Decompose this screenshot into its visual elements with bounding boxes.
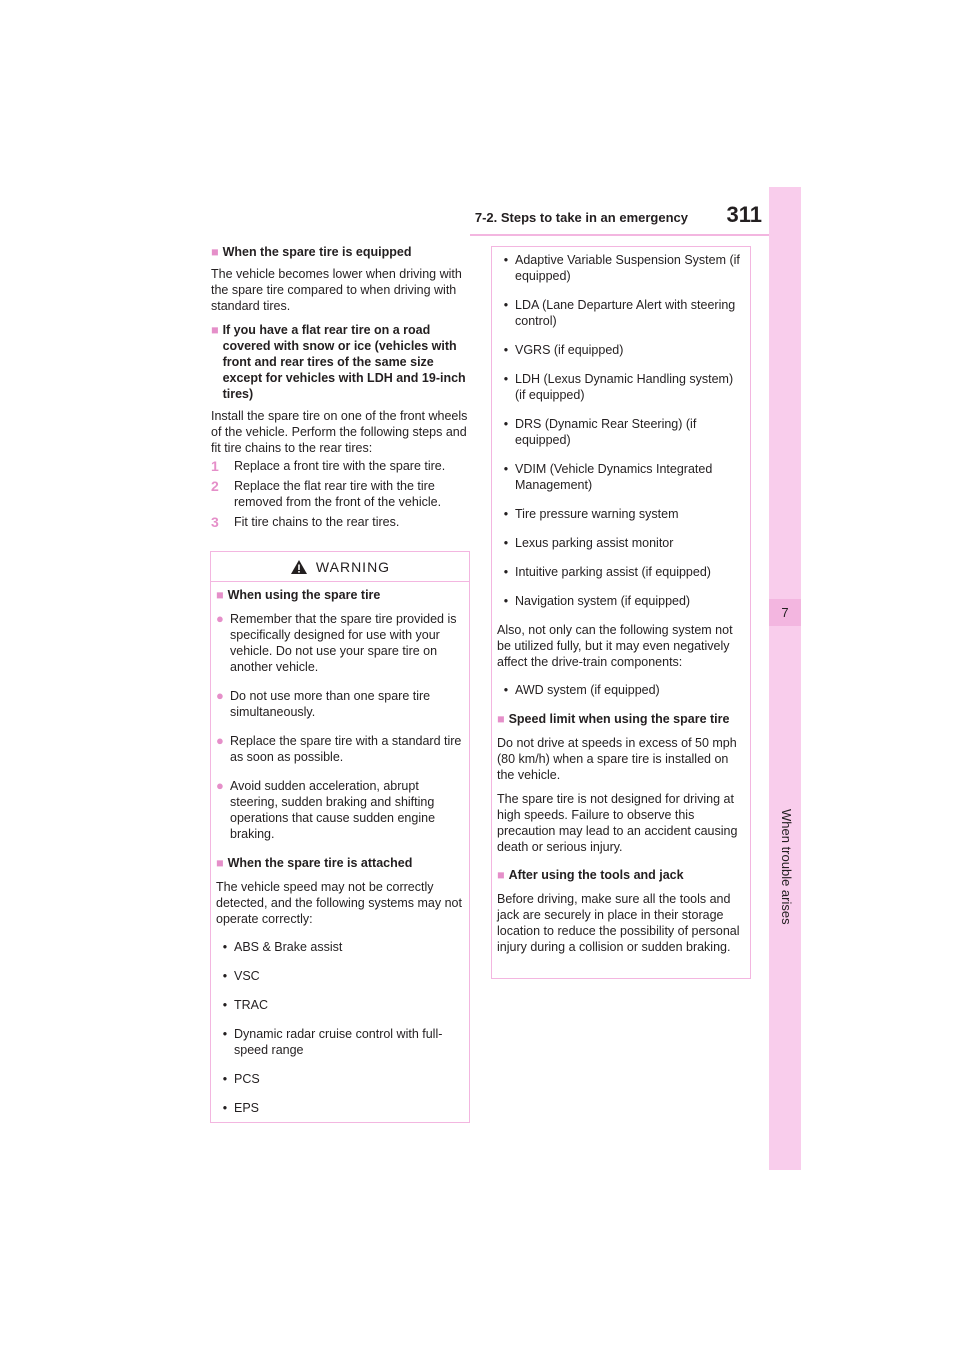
list-item: • VDIM (Vehicle Dynamics Integrated Management) (503, 462, 713, 492)
section-heading: ■ When using the spare tire (216, 588, 381, 602)
list-item: • AWD system (if equipped) (503, 683, 660, 697)
list-item: • DRS (Dynamic Rear Steering) (if equipped) (503, 417, 697, 447)
paragraph: Also, not only can the following system not be utilized fully, but it may even negatively affect the drive-train components: (497, 623, 733, 669)
list-item: ● Replace the spare tire with a standard tire as soon as possible. (216, 733, 462, 764)
warning-title: WARNING (315, 558, 391, 575)
header-divider (470, 234, 770, 236)
paragraph: The vehicle speed may not be correctly detected, and the following systems may not operate correctly: (216, 880, 462, 926)
list-item: • VSC (222, 969, 260, 983)
circle-bullet-icon: ● (216, 688, 224, 703)
chapter-number: 7 (769, 599, 801, 626)
list-item: • LDH (Lexus Dynamic Handling system) (if equipped) (503, 372, 734, 402)
list-item: • Navigation system (if equipped) (503, 594, 691, 608)
circle-bullet-icon: ● (216, 733, 224, 748)
paragraph: Do not drive at speeds in excess of 50 mph (80 km/h) when a spare tire is installed on the vehicle. (497, 736, 737, 782)
circle-bullet-icon: ● (216, 778, 224, 793)
chapter-side-tab (769, 187, 801, 1170)
paragraph: Install the spare tire on one of the front wheels of the vehicle. Perform the following steps and fit tire chains to the rear tires: (211, 409, 468, 455)
list-item: • TRAC (222, 998, 269, 1012)
square-bullet-icon: ■ (497, 712, 505, 726)
step-item: 2 Replace the flat rear tire with the tire removed from the front of the vehicle. (211, 478, 442, 509)
paragraph: Before driving, make sure all the tools and jack are securely in place in their storage location to reduce the possibility of personal injury during a collision or sudden braking. (497, 892, 740, 954)
square-bullet-icon: ■ (211, 323, 219, 337)
section-heading: ■ After using the tools and jack (497, 868, 684, 882)
steps-list (211, 458, 469, 530)
section-heading: ■ When the spare tire is equipped (211, 245, 412, 259)
main-column (211, 244, 469, 534)
step-item: 1 Replace a front tire with the spare tire. (211, 458, 446, 474)
list-item: • Lexus parking assist monitor (503, 536, 674, 550)
square-bullet-icon: ■ (497, 868, 505, 882)
section-heading: ■ Speed limit when using the spare tire (497, 712, 730, 726)
square-bullet-icon: ■ (211, 245, 219, 259)
page-number: 311 (726, 202, 762, 227)
section-title: 7-2. Steps to take in an emergency (474, 210, 688, 225)
step-item: 3 Fit tire chains to the rear tires. (211, 514, 400, 530)
circle-bullet-icon: ● (216, 611, 224, 626)
list-item: • VGRS (if equipped) (503, 343, 624, 357)
list-item: ● Do not use more than one spare tire simultaneously. (216, 688, 431, 719)
warning-header (211, 552, 469, 582)
list-item: ● Remember that the spare tire provided is specifically designed for use with your vehicle. Do not use your spare tire on another vehicle. (216, 611, 457, 674)
list-item: • Dynamic radar cruise control with full-speed range (222, 1027, 443, 1057)
warning-triangle-icon (290, 559, 308, 575)
square-bullet-icon: ■ (216, 588, 224, 602)
chapter-label: When trouble arises (779, 809, 794, 925)
warning-box-continued (491, 246, 751, 979)
section-heading: ■ When the spare tire is attached (216, 856, 413, 870)
paragraph: The spare tire is not designed for driving at high speeds. Failure to observe this precaution may lead to an accident causing death or serious injury. (497, 792, 738, 854)
section-heading: ■ If you have a flat rear tire on a road covered with snow or ice (vehicles with front and rear tires of the same size except for vehicles with LDH and 19-inch tires) (211, 323, 466, 401)
list-item: • EPS (222, 1101, 260, 1115)
list-item: • Intuitive parking assist (if equipped) (503, 565, 711, 579)
warning-box (210, 551, 470, 1123)
paragraph: The vehicle becomes lower when driving with the spare tire compared to when driving with standard tires. (211, 267, 462, 313)
square-bullet-icon: ■ (216, 856, 224, 870)
list-item: • Adaptive Variable Suspension System (if equipped) (503, 253, 740, 283)
list-item: • Tire pressure warning system (503, 507, 679, 521)
list-item: • LDA (Lane Departure Alert with steering control) (503, 298, 736, 328)
list-item: ● Avoid sudden acceleration, abrupt steering, sudden braking and shifting operations that cause sudden engine braking. (216, 778, 436, 841)
list-item: • PCS (222, 1072, 260, 1086)
list-item: • ABS & Brake assist (222, 940, 343, 954)
